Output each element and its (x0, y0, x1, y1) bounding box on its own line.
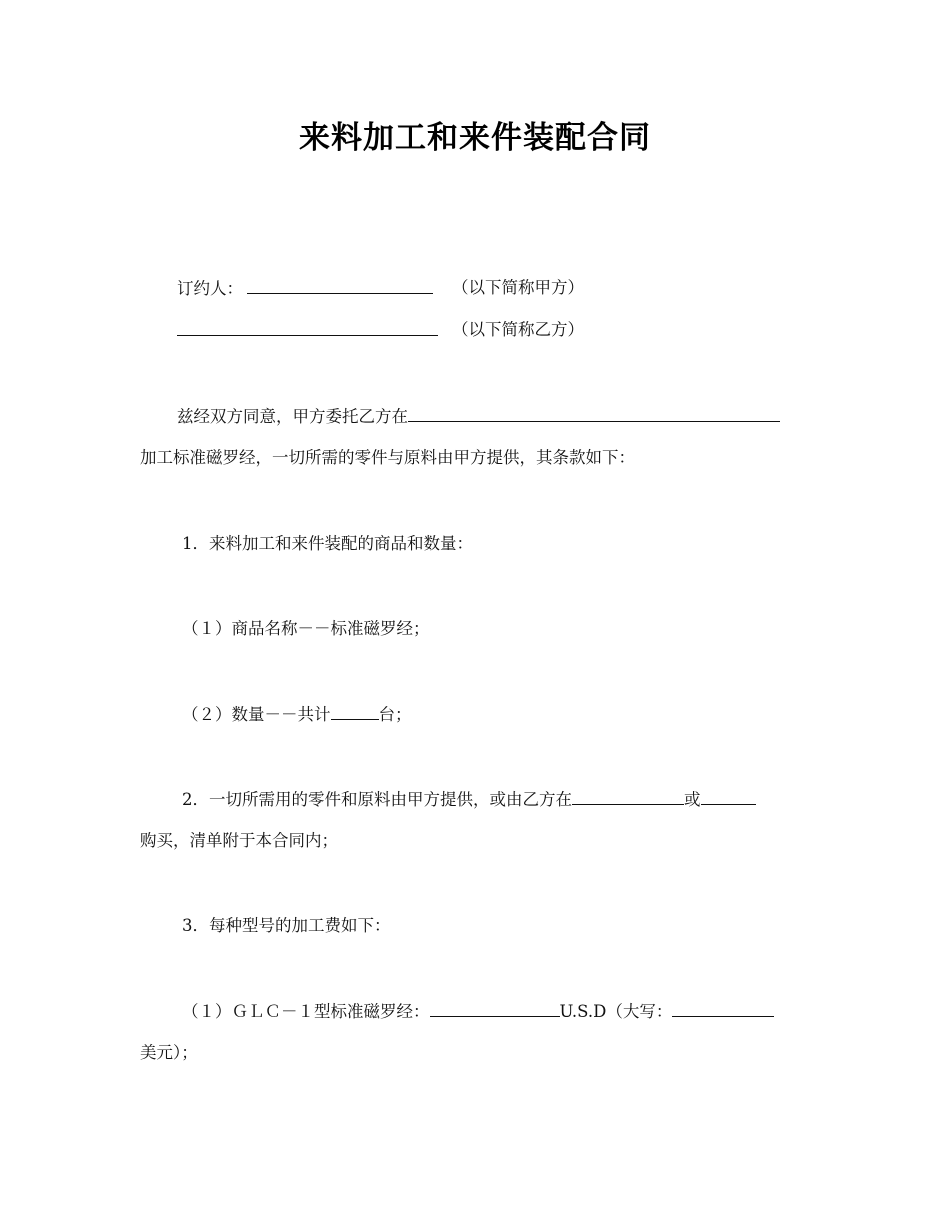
clause-1-item-1: （１）商品名称－－标准磁罗经； (182, 619, 430, 638)
quantity-unit: 台； (378, 705, 412, 724)
clause-3-item-1 (182, 999, 774, 1024)
fee-currency: U.S.D（大写： (559, 1002, 673, 1021)
clause-2-text-2: 购买，清单附于本合同内； (140, 831, 338, 850)
party-b-note: （以下简称乙方） (452, 320, 584, 339)
clause-3-item-1-end: 美元）； (140, 1043, 198, 1062)
clause-2-line-1 (182, 787, 756, 812)
document-title: 来料加工和来件装配合同 (299, 120, 651, 156)
party-a-note: （以下简称甲方） (452, 278, 584, 297)
clause-2-text-1: 2．一切所需用的零件和原料由甲方提供，或由乙方在 (182, 790, 572, 809)
fee-label: （１）ＧＬＣ－１型标准磁罗经： (182, 1002, 430, 1021)
party-label: 订约人： (177, 279, 243, 298)
party-a-name-blank (247, 276, 433, 294)
clause-2-or: 或 (684, 790, 701, 809)
quantity-blank (331, 702, 379, 720)
intro-location-blank (408, 404, 780, 422)
intro-line-1 (177, 404, 780, 429)
party-a-line (177, 276, 433, 301)
party-b-name-blank (177, 318, 438, 336)
purchase-place-blank-1 (572, 787, 684, 805)
clause-3-heading: 3．每种型号的加工费如下： (182, 916, 391, 935)
party-b-line (177, 318, 438, 343)
fee-amount-words-blank (672, 999, 774, 1017)
intro-text-1: 兹经双方同意，甲方委托乙方在 (177, 407, 408, 426)
fee-amount-blank (430, 999, 560, 1017)
clause-1-heading: 1．来料加工和来件装配的商品和数量： (182, 534, 473, 553)
clause-1-item-2 (182, 702, 412, 727)
quantity-label: （２）数量－－共计 (182, 705, 331, 724)
purchase-place-blank-2 (701, 787, 756, 805)
intro-text-2: 加工标准磁罗经，一切所需的零件与原料由甲方提供，其条款如下： (140, 448, 635, 467)
